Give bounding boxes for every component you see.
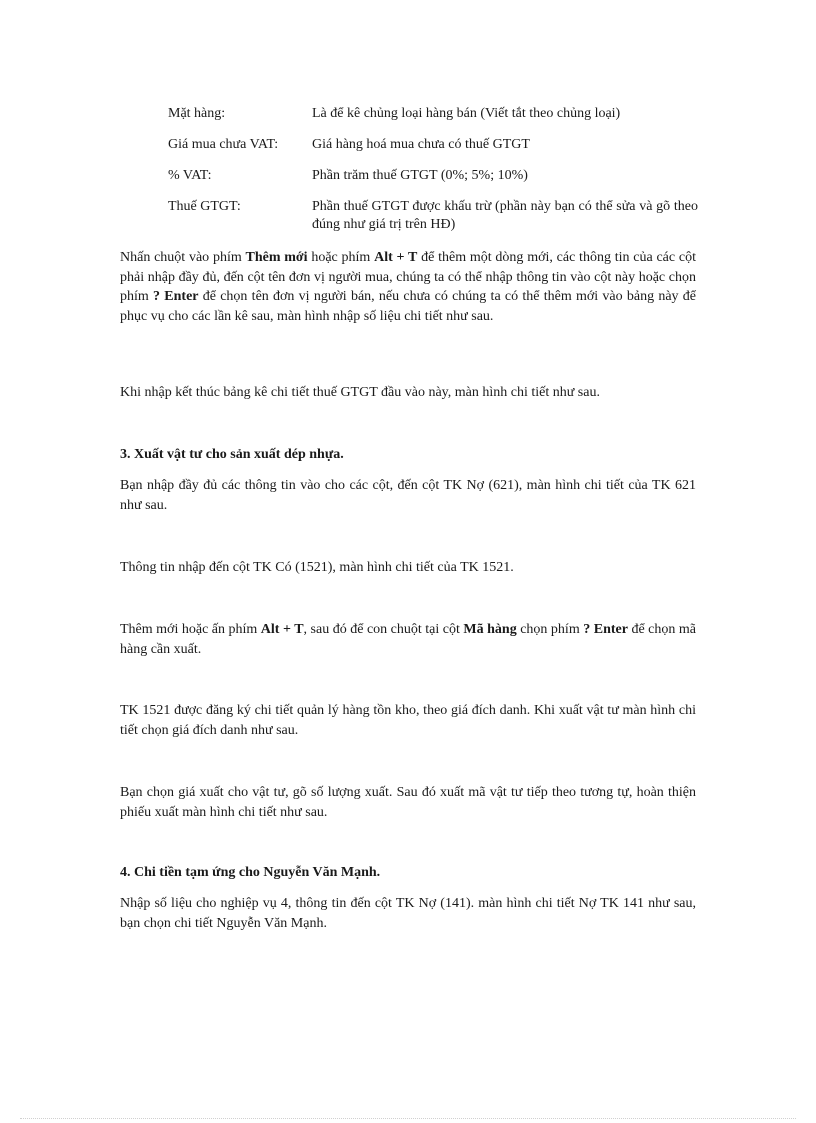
- shortcut-keyword: Alt + T: [260, 622, 304, 637]
- definition-row: [168, 136, 698, 154]
- section-4-paragraph-1: Nhập số liệu cho nghiệp vụ 4, thông tin đến cột TK Nợ (141). màn hình chi tiết Nợ TK 141 như sau, bạn chọn chi tiết Nguyễn Văn Mạnh.: [120, 896, 696, 931]
- definition-term: % VAT:: [168, 168, 212, 183]
- definition-row: [168, 105, 698, 123]
- definition-row: [168, 198, 698, 234]
- section-3-paragraph-3: Thêm mới hoặc ấn phím Alt + T, sau đó để con chuột tại cột Mã hàng chọn phím ? Enter để chọn mã hàng cần xuất.: [120, 622, 697, 657]
- enter-keyword: ? Enter: [153, 289, 199, 304]
- definition-row: [168, 167, 698, 185]
- section-4-heading: 4. Chi tiền tạm ứng cho Nguyễn Văn Mạnh.: [120, 865, 381, 880]
- page-bottom-divider: [20, 1118, 796, 1119]
- shortcut-keyword: Alt + T: [374, 250, 418, 265]
- definition-term: Giá mua chưa VAT:: [168, 137, 279, 152]
- section-3-paragraph-2: Thông tin nhập đến cột TK Có (1521), màn hình chi tiết của TK 1521.: [120, 560, 514, 575]
- finish-paragraph: Khi nhập kết thúc bảng kê chi tiết thuế GTGT đầu vào này, màn hình chi tiết như sau.: [120, 385, 600, 400]
- section-3-paragraph-4: TK 1521 được đăng ký chi tiết quản lý hàng tồn kho, theo giá đích danh. Khi xuất vật tư màn hình chi tiết chọn giá đích danh như sau.: [120, 703, 696, 738]
- definition-desc: Phần thuế GTGT được khấu trừ (phần này bạn có thể sửa và gõ theo đúng như giá trị trên HĐ): [312, 199, 698, 232]
- definition-desc: Là để kê chủng loại hàng bán (Viết tắt theo chủng loại): [312, 106, 621, 121]
- definition-term: Thuế GTGT:: [168, 199, 241, 214]
- section-3-paragraph-5: Bạn chọn giá xuất cho vật tư, gõ số lượng xuất. Sau đó xuất mã vật tư tiếp theo tương tự, hoàn thiện phiếu xuất màn hình chi tiết như sau.: [120, 785, 696, 820]
- add-row-paragraph: Nhấn chuột vào phím Thêm mới hoặc phím Alt + T để thêm một dòng mới, các thông tin của các cột phải nhập đầy đủ, đến cột tên đơn vị người mua, chúng ta có thể nhập thông tin vào cột này hoặc chọn phím ? Enter để chọn tên đơn vị người bán, nếu chưa có chúng ta có thể thêm mới vào bảng này để phục vụ cho các lần kê sau, màn hình nhập số liệu chi tiết như sau.: [120, 250, 696, 324]
- definition-desc: Phần trăm thuế GTGT (0%; 5%; 10%): [312, 168, 528, 183]
- section-3-heading: 3. Xuất vật tư cho sản xuất dép nhựa.: [120, 447, 344, 462]
- definition-term: Mặt hàng:: [168, 106, 226, 121]
- add-new-keyword: Thêm mới: [245, 250, 308, 265]
- section-3-paragraph-1: Bạn nhập đầy đủ các thông tin vào cho các cột, đến cột TK Nợ (621), màn hình chi tiết của TK 621 như sau.: [120, 478, 696, 513]
- definition-desc: Giá hàng hoá mua chưa có thuế GTGT: [312, 137, 530, 152]
- enter-keyword: ? Enter: [583, 622, 628, 637]
- product-code-keyword: Mã hàng: [463, 622, 517, 637]
